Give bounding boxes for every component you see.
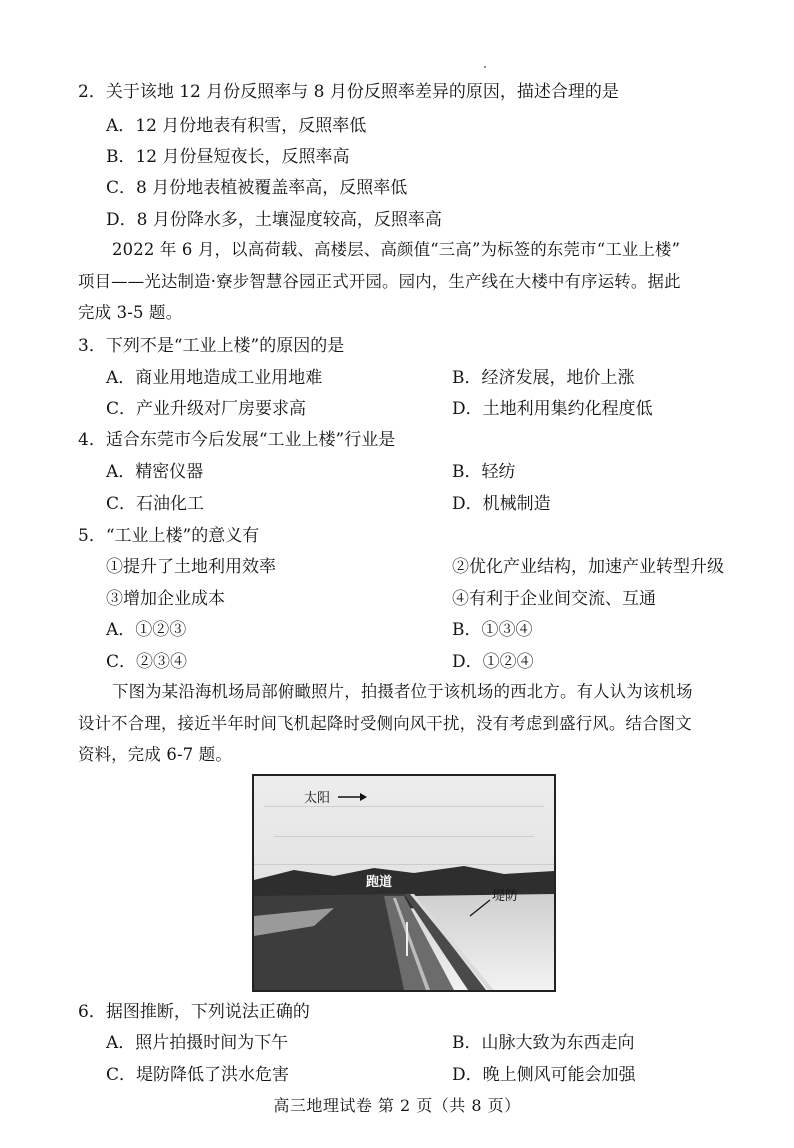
label-sun: 太阳	[304, 791, 331, 806]
question-3-stem: 3．下列不是“工业上楼”的原因的是	[78, 336, 345, 356]
passage-airport-line-2: 设计不合理，接近半年时间飞机起降时受侧向风干扰，没有考虑到盛行风。结合图文	[78, 713, 692, 733]
runway-marker	[406, 922, 408, 956]
question-6-option-b: B．山脉大致为东西走向	[452, 1033, 635, 1053]
question-3-option-c: C．产业升级对厂房要求高	[106, 399, 307, 419]
question-5-option-b: B．①③④	[452, 620, 533, 640]
question-5-option-c: C．②③④	[106, 652, 188, 672]
question-4-option-c: C．石油化工	[106, 494, 205, 514]
passage-industry-line-3: 完成 3-5 题。	[78, 303, 183, 322]
airport-aerial-photo	[252, 774, 556, 992]
question-2-stem: 2．关于该地 12 月份反照率与 8 月份反照率差异的原因，描述合理的是	[78, 82, 619, 102]
page-footer: 高三地理试卷 第 2 页（共 8 页）	[273, 1096, 521, 1115]
passage-airport-line-1: 下图为某沿海机场局部俯瞰照片，拍摄者位于该机场的西北方。有人认为该机场	[112, 682, 693, 701]
passage-airport	[78, 676, 768, 771]
question-3-option-d: D．土地利用集约化程度低	[452, 399, 653, 419]
question-2-option-c: C．8 月份地表植被覆盖率高，反照率低	[106, 178, 408, 198]
question-4-option-b: B．轻纺	[452, 462, 516, 482]
question-3-option-a: A．商业用地造成工业用地难	[106, 368, 323, 388]
question-3-option-b: B．经济发展，地价上涨	[452, 368, 635, 388]
question-5-statement-2: ②优化产业结构，加速产业转型升级	[452, 557, 724, 577]
question-4-stem: 4．适合东莞市今后发展“工业上楼”行业是	[78, 430, 396, 450]
label-runway: 跑道	[366, 875, 393, 890]
question-6-stem: 6．据图推断，下列说法正确的	[78, 1002, 310, 1022]
question-2-option-a: A．12 月份地表有积雪，反照率低	[106, 116, 367, 136]
passage-industry-line-1: 2022 年 6 月，以高荷载、高楼层、高颜值“三高”为标签的东莞市“工业上楼”	[112, 240, 681, 259]
airport-photo-drawing	[254, 776, 554, 990]
passage-industry	[78, 234, 768, 329]
question-6-option-c: C．堤防降低了洪水危害	[106, 1065, 290, 1085]
question-6-option-a: A．照片拍摄时间为下午	[106, 1033, 289, 1053]
question-6-option-d: D．晚上侧风可能会加强	[452, 1065, 636, 1085]
question-4-option-d: D．机械制造	[452, 494, 551, 514]
passage-industry-line-2: 项目——光达制造·寮步智慧谷园正式开园。园内，生产线在大楼中有序运转。据此	[78, 271, 681, 291]
label-dike: 堤防	[492, 889, 519, 904]
question-2-option-b: B．12 月份昼短夜长，反照率高	[106, 147, 350, 167]
scan-speck	[484, 66, 486, 68]
question-5-option-d: D．①②④	[452, 652, 534, 672]
question-5-option-a: A．①②③	[106, 620, 187, 640]
passage-airport-line-3: 资料，完成 6-7 题。	[78, 745, 232, 764]
question-5-statement-3: ③增加企业成本	[106, 589, 225, 609]
question-4-option-a: A．精密仪器	[106, 462, 204, 482]
question-2-option-d: D．8 月份降水多，土壤湿度较高，反照率高	[106, 210, 442, 230]
question-5-statement-4: ④有利于企业间交流、互通	[452, 589, 656, 609]
question-5-stem: 5．“工业上楼”的意义有	[78, 526, 260, 546]
question-5-statement-1: ①提升了土地利用效率	[106, 557, 276, 577]
